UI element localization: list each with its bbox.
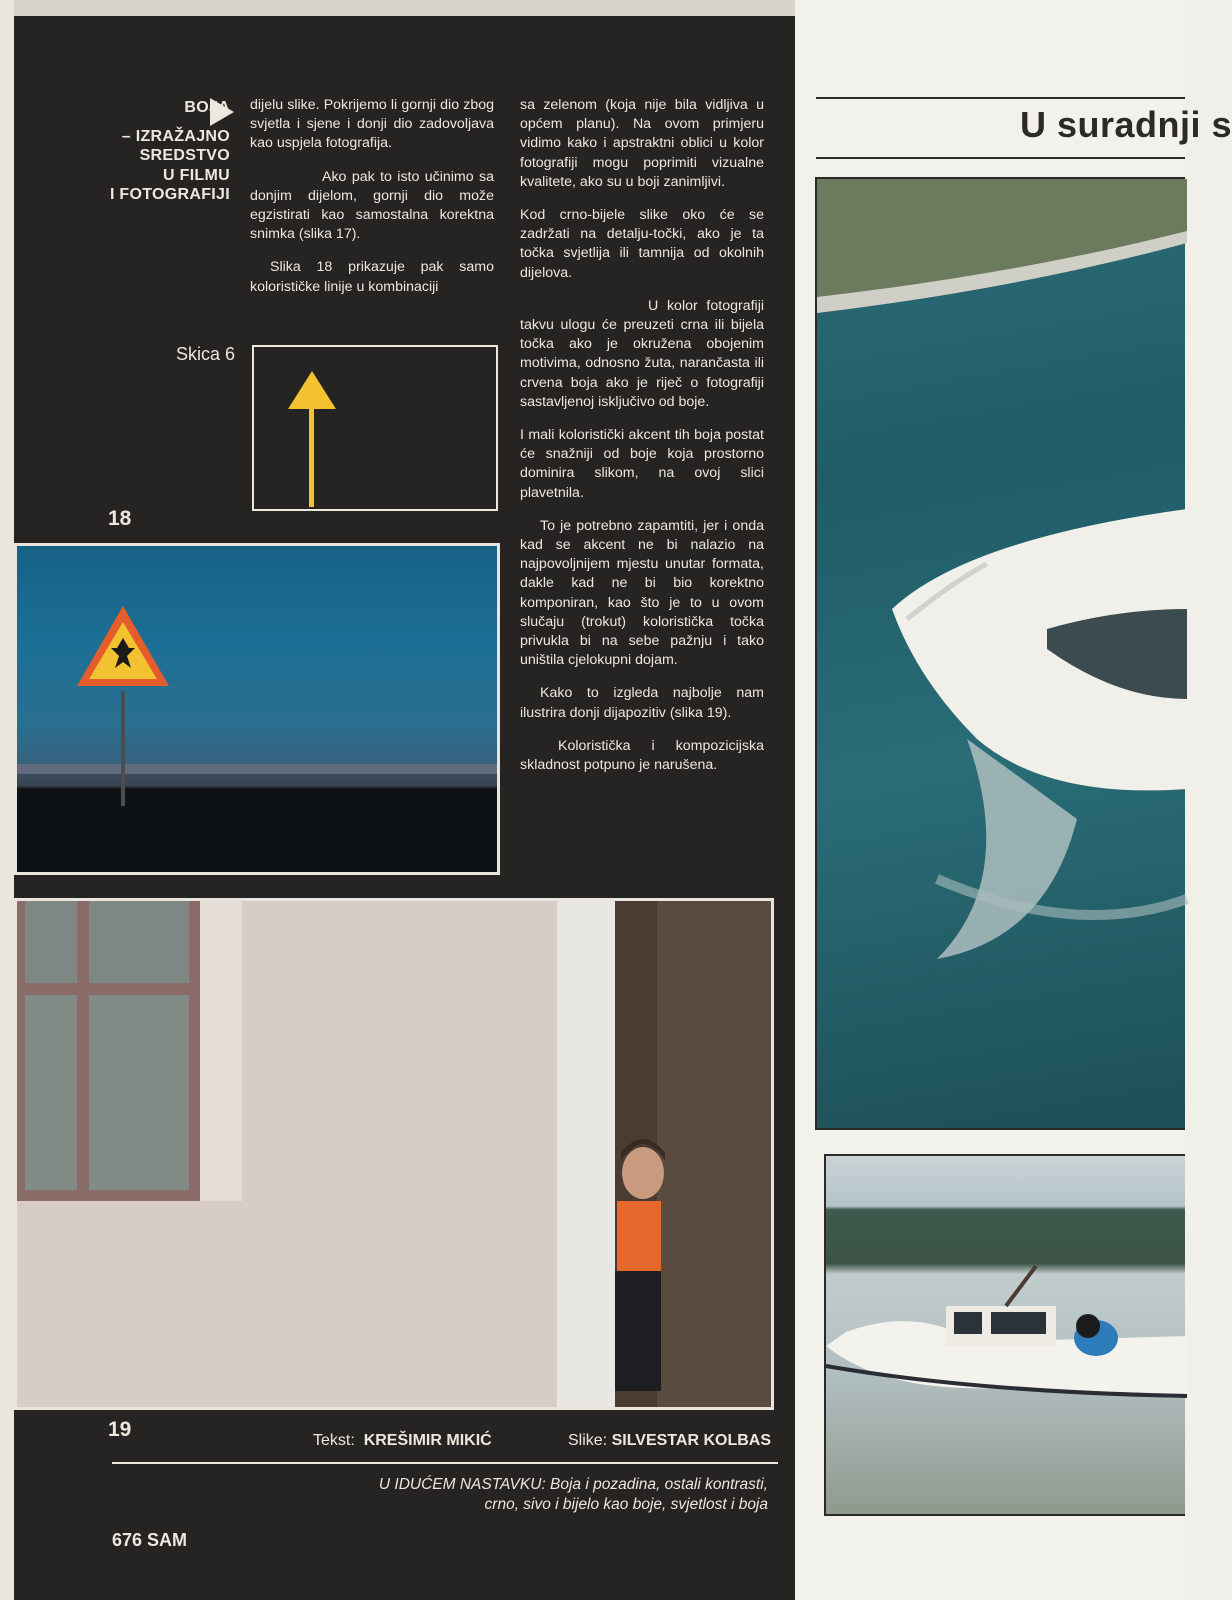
title-rule-bottom [816, 157, 1185, 159]
divider-rule [112, 1462, 778, 1464]
paragraph: Ako pak to isto učinimo sa donjim dijelom, gornji dio može egzistirati kao samostalna korektna snimka (slika 17). [250, 168, 494, 243]
credit-label: Slike: [568, 1432, 608, 1449]
paragraph: I mali koloristički akcent tih boja postat će snažniji od boje koja prostorno dominira slikom, na ovoj slici plavetnila. [520, 427, 764, 501]
photo-19-child-in-doorway [14, 898, 774, 1410]
next-part-notice [288, 1475, 768, 1515]
section-heading-line: – IZRAŽAJNO [121, 127, 230, 145]
next-part-line: crno, sivo i bijelo kao boje, svjetlost i boja [484, 1496, 768, 1513]
text-credit [313, 1432, 492, 1450]
next-part-line: U IDUĆEM NASTAVKU: Boja i pozadina, ostali kontrasti, [378, 1476, 768, 1493]
paragraph: Kod crno-bijele slike oko će se zadržati na detalju-točki, ako je ta točka svjetlija ili tamnija od okolnih dijelova. [520, 207, 764, 281]
page-top-strip [14, 0, 795, 16]
figure-number: 19 [108, 1418, 132, 1441]
sketch-6-figure [252, 345, 498, 511]
section-heading-line: SREDSTVO [139, 147, 230, 164]
triangle-shape [288, 371, 336, 409]
credit-name: KREŠIMIR MIKIĆ [363, 1432, 492, 1449]
paragraph: Koloristička i kompozicijska skladnost potpuno je narušena. [520, 737, 764, 774]
doorway-photo [17, 901, 771, 1407]
pole-line [309, 409, 314, 507]
paragraph: sa zelenom (koja nije bila vidljiva u općem planu). Na ovom primjeru vidimo kako i apstraktni oblici u kolor fotografiji mogu poprimiti vizualne kvalitete, ako su u boji zanimljivi. [520, 97, 764, 190]
right-page-title: U suradnji s [1020, 104, 1232, 145]
photo-moored-boat [824, 1154, 1185, 1516]
credit-label: Tekst: [313, 1432, 355, 1449]
section-heading [50, 98, 230, 205]
speedboat-photo [817, 179, 1187, 1130]
section-heading-line: I FOTOGRAFIJI [109, 186, 230, 203]
photo-18-road-sign [14, 543, 500, 875]
text-column-2 [520, 96, 764, 775]
section-heading-line: BOJA [184, 99, 230, 116]
paragraph: Kako to izgleda najbolje nam ilustrira donji dijapozitiv (slika 19). [520, 685, 764, 721]
sketch-triangle-drawing [254, 347, 496, 509]
photo-credit [568, 1432, 771, 1450]
road-sign-photo [17, 546, 497, 872]
figure-number: 18 [108, 507, 132, 530]
arrow-right-icon [210, 98, 234, 126]
moored-boat-photo [826, 1156, 1187, 1516]
paragraph: U kolor fotografiji takvu ulogu će preuzeti crna ili bijela točka ako je okružena obojenim motivima, odnosno žuta, narančasta ili crvena boja ako je riječ o fotografiji sastavljenoj isključivo od boje. [520, 297, 764, 410]
credit-name: SILVESTAR KOLBAS [611, 1432, 771, 1449]
left-page-edge [0, 0, 14, 1600]
text-column-1 [250, 96, 494, 297]
title-rule-top [816, 97, 1185, 99]
paragraph: To je potrebno zapamtiti, jer i onda kad se akcent ne bi nalazio na najpovoljnijem mjestu unutar formata, dakle kad ne bi bio korektno komponiran, kao što je to u ovom slučaju (trokut) koloristička točka privukla bi na sebe pažnju i tako uništila cjelokupni dojam. [520, 517, 764, 669]
photo-speedboat [815, 177, 1185, 1130]
section-heading-line: U FILMU [163, 166, 230, 184]
paragraph: Slika 18 prikazuje pak samo kolorističke linije u kombinaciji [250, 259, 494, 295]
paragraph: dijelu slike. Pokrijemo li gornji dio zbog svjetla i sjene i donji dio zadovoljava kao uspjela fotografija. [250, 97, 494, 152]
sketch-label: Skica 6 [176, 344, 236, 364]
page-folio: 676 SAM [112, 1530, 188, 1550]
